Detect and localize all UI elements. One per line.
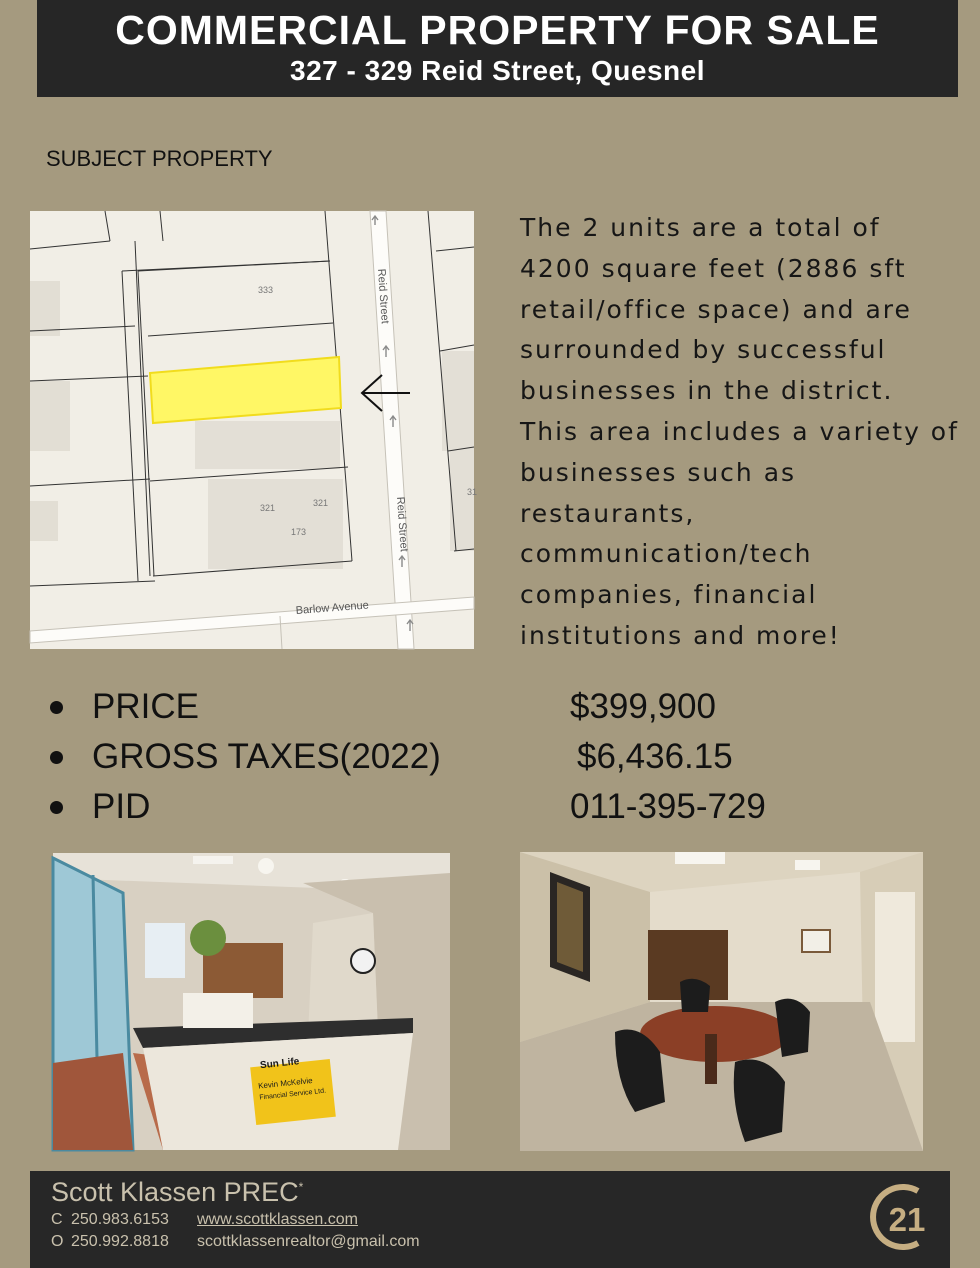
map-street-label-bottom: Reid Street xyxy=(394,496,410,553)
contact-line-office xyxy=(51,1233,420,1251)
fact-price xyxy=(50,682,950,732)
century21-logo-icon xyxy=(866,1179,942,1255)
map-avenue-label: Barlow Avenue xyxy=(295,599,370,617)
fact-label: PRICE xyxy=(92,687,199,726)
map-lot-333: 333 xyxy=(258,285,274,295)
fact-gross-taxes xyxy=(50,732,950,782)
page-header xyxy=(37,0,958,97)
fact-label: GROSS TAXES(2022) xyxy=(92,737,441,776)
reception-photo xyxy=(53,853,450,1150)
office-label: O xyxy=(51,1233,64,1250)
property-description: The 2 units are a total of 4200 square feet (2886 sft retail/office space) and are surrounded by successful businesses in the district. This area includes a variety of businesses such as restaurants, communication/tech companies, financial institutions and more! xyxy=(520,213,959,650)
agent-name-mark: * xyxy=(298,1180,304,1194)
email-link[interactable]: scottklassenrealtor@gmail.com xyxy=(197,1233,420,1250)
photo1-sign-line2: Kevin McKelvie xyxy=(257,1075,314,1091)
map-lot-edge: 31 xyxy=(467,487,478,497)
section-label: SUBJECT PROPERTY xyxy=(46,146,273,171)
map-lot-173: 173 xyxy=(291,527,307,537)
fact-value: $399,900 xyxy=(570,687,716,726)
website-link[interactable]: www.scottklassen.com xyxy=(197,1211,358,1228)
property-address: 327 - 329 Reid Street, Quesnel xyxy=(290,55,705,86)
map-street-label-top: Reid Street xyxy=(375,268,391,325)
logo-text: 21 xyxy=(888,1201,926,1238)
map-graphic xyxy=(30,211,478,649)
photo1-sign-line1: Sun Life xyxy=(259,1056,300,1072)
bullet-icon xyxy=(50,801,63,814)
photo1-sign-line3: Financial Service Ltd. xyxy=(259,1087,327,1102)
map-lot-321b: 321 xyxy=(313,498,329,508)
fact-label: PID xyxy=(92,787,151,826)
page-footer xyxy=(30,1171,950,1268)
page-title: COMMERCIAL PROPERTY FOR SALE xyxy=(115,7,880,53)
bullet-icon xyxy=(50,701,63,714)
fact-pid xyxy=(50,782,950,832)
meeting-room-photo xyxy=(520,852,923,1151)
bullet-icon xyxy=(50,751,63,764)
cell-label: C xyxy=(51,1211,63,1228)
cell-phone[interactable]: 250.983.6153 xyxy=(71,1211,169,1228)
property-map xyxy=(30,211,478,649)
map-lot-321a: 321 xyxy=(260,503,276,513)
fact-value: $6,436.15 xyxy=(577,737,733,776)
agent-name: Scott Klassen PREC* xyxy=(51,1177,304,1207)
office-phone[interactable]: 250.992.8818 xyxy=(71,1233,169,1250)
contact-line-cell xyxy=(51,1211,358,1229)
property-facts xyxy=(50,682,950,832)
fact-value: 011-395-729 xyxy=(570,787,766,826)
